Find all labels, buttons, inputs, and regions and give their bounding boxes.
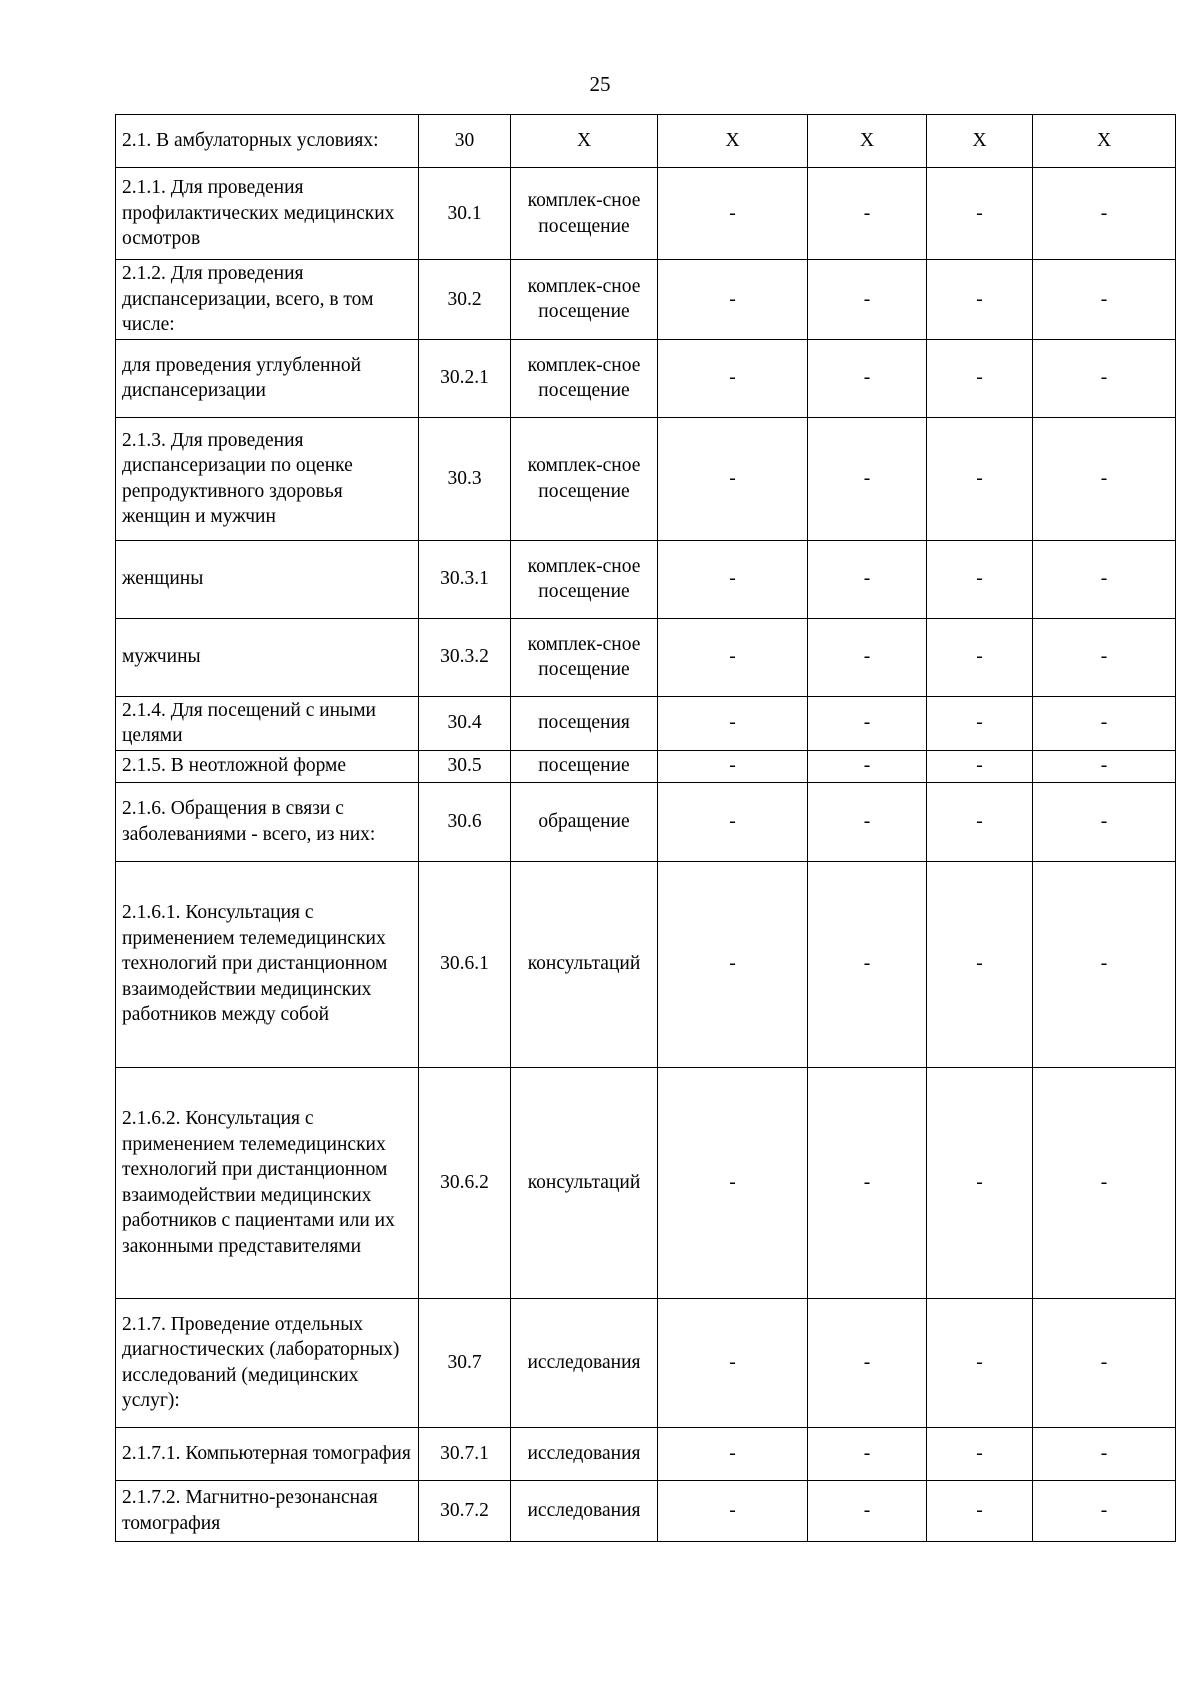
row-unit-cell: комплек-сное посещение [511, 339, 658, 417]
row-value-cell: - [927, 260, 1033, 340]
row-name-cell: 2.1.7.2. Магнитно-резонансная томография [116, 1480, 419, 1541]
row-name-cell: 2.1.4. Для посещений с иными целями [116, 696, 419, 750]
row-value-cell: - [1033, 339, 1176, 417]
row-value-cell: - [927, 339, 1033, 417]
row-name-cell: 2.1.2. Для проведения диспансеризации, всего, в том числе: [116, 260, 419, 340]
row-value-cell: - [808, 861, 927, 1067]
row-unit-cell: комплек-сное посещение [511, 618, 658, 696]
row-value-cell: - [1033, 1298, 1176, 1427]
table-row [116, 1067, 1176, 1298]
row-unit-cell: исследования [511, 1480, 658, 1541]
row-value-cell: - [808, 1067, 927, 1298]
row-unit-cell: X [511, 115, 658, 168]
row-value-cell: - [658, 782, 808, 861]
row-value-cell: - [1033, 540, 1176, 618]
row-name-cell: 2.1.6. Обращения в связи с заболеваниями - всего, из них: [116, 782, 419, 861]
row-unit-cell: комплек-сное посещение [511, 260, 658, 340]
row-name-cell: 2.1. В амбулаторных условиях: [116, 115, 419, 168]
row-value-cell: - [927, 782, 1033, 861]
row-value-cell: - [808, 540, 927, 618]
row-code-cell: 30.6 [419, 782, 511, 861]
row-value-cell: - [808, 782, 927, 861]
row-name-cell: 2.1.3. Для проведения диспансеризации по оценке репродуктивного здоровья женщин и мужчин [116, 417, 419, 540]
row-value-cell: - [927, 750, 1033, 782]
row-code-cell: 30.2.1 [419, 339, 511, 417]
row-value-cell: - [1033, 782, 1176, 861]
table-row [116, 1427, 1176, 1480]
row-code-cell: 30.1 [419, 168, 511, 260]
row-value-cell: X [658, 115, 808, 168]
row-name-cell: мужчины [116, 618, 419, 696]
row-unit-cell: посещение [511, 750, 658, 782]
row-code-cell: 30.3 [419, 417, 511, 540]
row-value-cell: - [1033, 618, 1176, 696]
row-value-cell: - [1033, 168, 1176, 260]
row-name-cell: 2.1.6.2. Консультация с применением телемедицинских технологий при дистанционном взаимодействии медицинских работников с пациентами или их законными представителями [116, 1067, 419, 1298]
table-row [116, 618, 1176, 696]
row-value-cell: - [808, 168, 927, 260]
page-number: 25 [589, 72, 611, 96]
row-code-cell: 30.2 [419, 260, 511, 340]
row-code-cell: 30 [419, 115, 511, 168]
row-name-cell: женщины [116, 540, 419, 618]
table-row [116, 540, 1176, 618]
row-code-cell: 30.3.2 [419, 618, 511, 696]
row-name-cell: для проведения углубленной диспансеризации [116, 339, 419, 417]
row-value-cell: - [927, 540, 1033, 618]
row-value-cell: - [808, 1480, 927, 1541]
row-value-cell: - [927, 1067, 1033, 1298]
row-unit-cell: комплек-сное посещение [511, 168, 658, 260]
row-name-cell: 2.1.7.1. Компьютерная томография [116, 1427, 419, 1480]
row-value-cell: - [1033, 1067, 1176, 1298]
row-code-cell: 30.5 [419, 750, 511, 782]
row-name-cell: 2.1.1. Для проведения профилактических медицинских осмотров [116, 168, 419, 260]
row-value-cell: X [927, 115, 1033, 168]
row-value-cell: - [927, 168, 1033, 260]
table-row [116, 782, 1176, 861]
table-row [116, 417, 1176, 540]
row-value-cell: - [808, 696, 927, 750]
row-unit-cell: консультаций [511, 1067, 658, 1298]
row-value-cell: - [658, 168, 808, 260]
row-value-cell: - [927, 1480, 1033, 1541]
row-code-cell: 30.3.1 [419, 540, 511, 618]
data-table [115, 114, 1176, 1542]
table-row [116, 861, 1176, 1067]
row-value-cell: - [808, 1298, 927, 1427]
row-value-cell: X [808, 115, 927, 168]
table-row [116, 750, 1176, 782]
row-code-cell: 30.7.2 [419, 1480, 511, 1541]
row-value-cell: - [658, 1067, 808, 1298]
row-unit-cell: посещения [511, 696, 658, 750]
row-value-cell: - [808, 417, 927, 540]
table-row [116, 339, 1176, 417]
row-value-cell: - [927, 696, 1033, 750]
row-value-cell: - [927, 1427, 1033, 1480]
row-value-cell: - [658, 260, 808, 340]
row-unit-cell: комплек-сное посещение [511, 417, 658, 540]
row-value-cell: - [808, 339, 927, 417]
row-value-cell: - [927, 1298, 1033, 1427]
table-row [116, 1480, 1176, 1541]
row-unit-cell: комплек-сное посещение [511, 540, 658, 618]
row-value-cell: - [808, 260, 927, 340]
row-value-cell: - [927, 618, 1033, 696]
row-unit-cell: исследования [511, 1427, 658, 1480]
row-name-cell: 2.1.5. В неотложной форме [116, 750, 419, 782]
row-value-cell: - [927, 861, 1033, 1067]
row-value-cell: - [1033, 1480, 1176, 1541]
table-row [116, 115, 1176, 168]
row-value-cell: - [1033, 417, 1176, 540]
row-code-cell: 30.7 [419, 1298, 511, 1427]
row-name-cell: 2.1.7. Проведение отдельных диагностических (лабораторных) исследований (медицинских услуг): [116, 1298, 419, 1427]
row-code-cell: 30.6.1 [419, 861, 511, 1067]
row-code-cell: 30.6.2 [419, 1067, 511, 1298]
row-value-cell: - [658, 339, 808, 417]
row-code-cell: 30.7.1 [419, 1427, 511, 1480]
row-value-cell: - [658, 696, 808, 750]
row-value-cell: - [808, 618, 927, 696]
row-value-cell: - [658, 750, 808, 782]
row-unit-cell: консультаций [511, 861, 658, 1067]
row-value-cell: - [927, 417, 1033, 540]
row-value-cell: - [1033, 750, 1176, 782]
row-code-cell: 30.4 [419, 696, 511, 750]
table-row [116, 260, 1176, 340]
row-value-cell: - [1033, 861, 1176, 1067]
row-value-cell: - [658, 1480, 808, 1541]
row-value-cell: - [658, 417, 808, 540]
row-value-cell: - [1033, 1427, 1176, 1480]
table-row [116, 168, 1176, 260]
row-name-cell: 2.1.6.1. Консультация с применением телемедицинских технологий при дистанционном взаимодействии медицинских работников между собой [116, 861, 419, 1067]
table-body [116, 115, 1176, 1542]
row-value-cell: - [1033, 696, 1176, 750]
row-value-cell: - [658, 540, 808, 618]
row-value-cell: X [1033, 115, 1176, 168]
row-value-cell: - [658, 1298, 808, 1427]
row-value-cell: - [658, 861, 808, 1067]
row-unit-cell: обращение [511, 782, 658, 861]
row-value-cell: - [1033, 260, 1176, 340]
row-unit-cell: исследования [511, 1298, 658, 1427]
table-row [116, 1298, 1176, 1427]
row-value-cell: - [808, 750, 927, 782]
row-value-cell: - [808, 1427, 927, 1480]
row-value-cell: - [658, 618, 808, 696]
row-value-cell: - [658, 1427, 808, 1480]
table-row [116, 696, 1176, 750]
